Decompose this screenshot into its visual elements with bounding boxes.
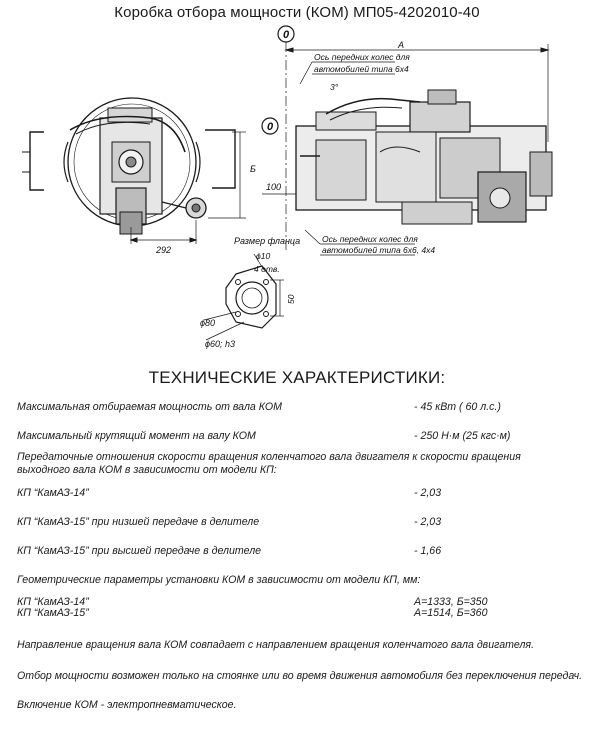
spec-kp15-low-label: КП “КамАЗ-15” при низшей передаче в делителе: [17, 516, 260, 528]
geom-kp15-value: А=1514, Б=360: [414, 607, 488, 619]
axis-top-line2: автомобилей типа 6х4: [314, 64, 409, 74]
circle-zero-top: 0: [283, 29, 290, 41]
spec-torque-label: Максимальный крутящий момент на валу КОМ: [17, 430, 256, 442]
geom-kp15-row: [17, 607, 488, 619]
geom-intro: Геометрические параметры установки КОМ в зависимости от модели КП, мм:: [17, 574, 421, 586]
flange-50: 50: [286, 294, 296, 304]
axis-bottom-line2: автомобилей типа 6х6, 4х4: [322, 245, 436, 255]
technical-drawing: [0, 22, 594, 357]
spec-power-value: - 45 кВт ( 60 л.с.): [414, 401, 501, 413]
axis-top-line1: Ось передних колес для: [314, 52, 410, 62]
note-takeoff: Отбор мощности возможен только на стоянке или во время движения автомобиля без переключения передач.: [17, 670, 583, 682]
flange-d80: ϕ80: [200, 318, 216, 328]
spec-torque-value: - 250 Н·м (25 кгс·м): [414, 430, 511, 442]
dim-292: 292: [156, 245, 172, 255]
spec-power-label: Максимальная отбираемая мощность от вала КОМ: [17, 401, 282, 413]
note-switch: Включение КОМ - электропневматическое.: [17, 699, 237, 711]
flange-title: Размер фланца: [234, 236, 301, 246]
spec-kp15-high-row: [17, 545, 442, 557]
page-title: Коробка отбора мощности (КОМ) МП05-4202010-40: [114, 4, 480, 21]
ratio-intro-line2: выходного вала КОМ в зависимости от модели КП:: [17, 464, 277, 476]
spec-torque-row: [17, 430, 511, 442]
ratio-intro: [17, 451, 521, 477]
label-a: A: [398, 40, 405, 50]
geom-kp14-value: А=1333, Б=350: [414, 596, 488, 608]
spec-kp15-high-label: КП “КамАЗ-15” при высшей передаче в делителе: [17, 545, 262, 557]
spec-kp14-value: - 2,03: [414, 487, 442, 499]
flange-holes: 4 отв.: [254, 264, 280, 274]
ratio-intro-line1: Передаточные отношения скорости вращения коленчатого вала двигателя к скорости вращения: [17, 451, 521, 463]
flange-d60: ϕ60; h3: [205, 339, 236, 349]
label-b: Б: [250, 164, 256, 174]
spec-kp15-low-row: [17, 516, 442, 528]
geom-kp15-label: КП “КамАЗ-15”: [17, 607, 89, 619]
spec-power-row: [17, 401, 501, 413]
flange-d10: ϕ10: [256, 251, 271, 261]
front-view: [22, 98, 246, 244]
section-heading: ТЕХНИЧЕСКИЕ ХАРАКТЕРИСТИКИ:: [148, 368, 446, 387]
spec-kp14-row: [17, 487, 442, 499]
spec-kp14-label: КП “КамАЗ-14”: [17, 487, 89, 499]
angle-3: 3°: [330, 82, 339, 92]
axis-bottom-line1: Ось передних колес для: [322, 234, 418, 244]
dim-100: 100: [266, 182, 282, 192]
note-direction: Направление вращения вала КОМ совпадает с направлением вращения коленчатого вала двигателя.: [17, 639, 535, 651]
spec-kp15-high-value: - 1,66: [414, 545, 442, 557]
drawing-svg: [0, 22, 594, 357]
spec-kp15-low-value: - 2,03: [414, 516, 442, 528]
geom-kp14-label: КП “КамАЗ-14”: [17, 596, 89, 608]
circle-zero-mid: 0: [267, 121, 274, 133]
